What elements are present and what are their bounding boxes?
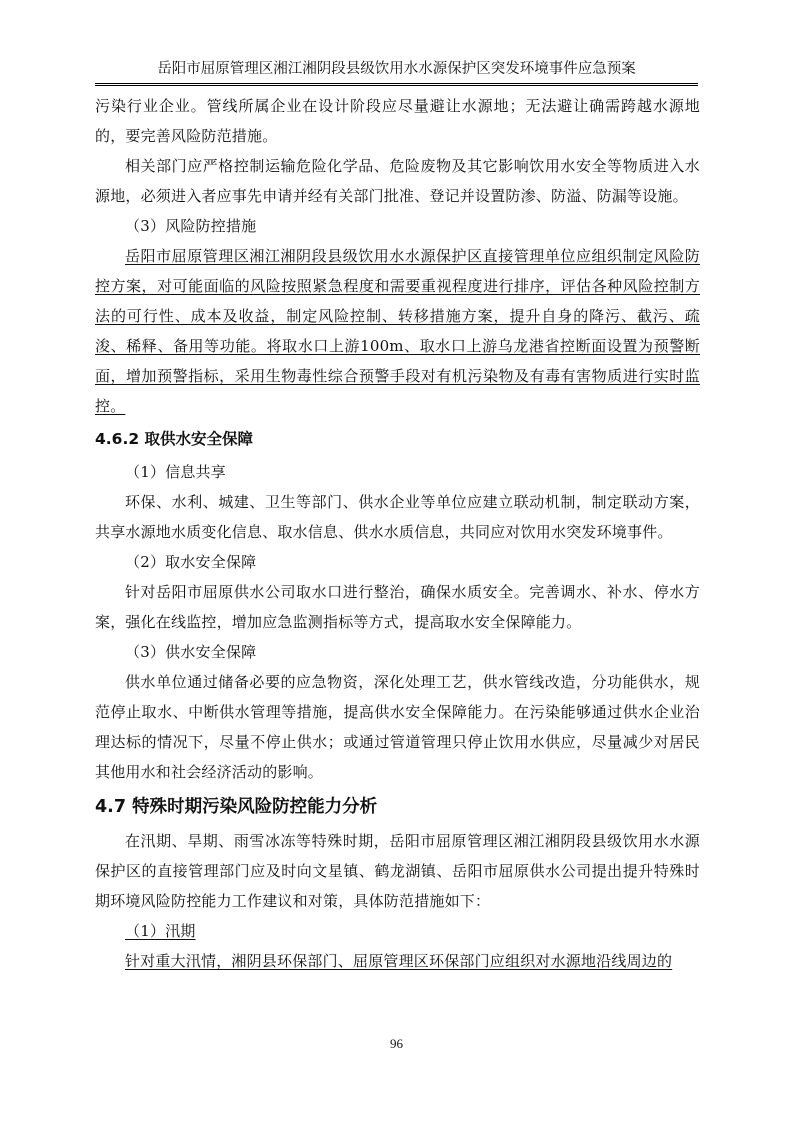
paragraph-special-periods: 在汛期、旱期、雨雪冰冻等特殊时期，岳阳市屈原管理区湘江湘阴段县级饮用水水源保护区的直接管理部门应及时向文星镇、鹤龙湖镇、岳阳市屈原供水公司提出提升特殊时期环境风险防控能力工作建议和对策，具体防范措施如下： [95, 832, 700, 910]
paragraph-hazardous-transport: 相关部门应严格控制运输危险化学品、危险废物及其它影响饮用水安全等物质进入水源地，必须进入者应事先申请并经有关部门批准、登记并设置防渗、防溢、防漏等设施。 [95, 157, 700, 205]
page-header-title: 岳阳市屈原管理区湘江湘阴段县级饮用水水源保护区突发环境事件应急预案 [157, 61, 636, 77]
paragraph-pipeline-risk: 污染行业企业。管线所属企业在设计阶段应尽量避让水源地；无法避让确需跨越水源地的，要完善风险防范措施。 [95, 97, 700, 145]
subsection-label-info-sharing: （1）信息共享 [125, 463, 226, 481]
paragraph-intake-safety: 针对岳阳市屈原供水公司取水口进行整治，确保水质安全。完善调水、补水、停水方案，强化在线监控，增加应急监测指标等方式，提高取水安全保障能力。 [95, 583, 700, 631]
subsection-label-flood-season: （1）汛期 [125, 922, 196, 940]
section-heading-4-7: 4.7 特殊时期污染风险防控能力分析 [95, 797, 378, 817]
paragraph-supply-safety: 供水单位通过储备必要的应急物资，深化处理工艺，供水管线改造，分功能供水，规范停止取水、中断供水管理等措施，提高供水安全保障能力。在污染能够通过供水企业治理达标的情况下，尽量不停止供水；或通过管道管理只停止饮用水供应，尽量减少对居民其他用水和社会经济活动的影响。 [95, 673, 700, 781]
subsection-label-intake-safety: （2）取水安全保障 [125, 553, 257, 571]
subsection-label-risk-control: （3）风险防控措施 [125, 217, 257, 235]
document-body [95, 91, 700, 976]
subsection-label-supply-safety: （3）供水安全保障 [125, 643, 257, 661]
paragraph-flood-season: 针对重大汛情，湘阴县环保部门、屈原管理区环保部门应组织对水源地沿线周边的 [125, 952, 673, 970]
header-rule [95, 83, 698, 86]
paragraph-info-sharing: 环保、水利、城建、卫生等部门、供水企业等单位应建立联动机制，制定联动方案，共享水源地水质变化信息、取水信息、供水水质信息，共同应对饮用水突发环境事件。 [95, 493, 700, 541]
page-number: 96 [390, 1036, 403, 1051]
paragraph-risk-control-measures: 岳阳市屈原管理区湘江湘阴段县级饮用水水源保护区直接管理单位应组织制定风险防控方案，对可能面临的风险按照紧急程度和需要重视程度进行排序，评估各种风险控制方法的可行性、成本及收益，制定风险控制、转移措施方案，提升自身的降污、截污、疏浚、稀释、备用等功能。将取水口上游100m、取水口上游乌龙港省控断面设置为预警断面，增加预警指标，采用生物毒性综合预警手段对有机污染物及有毒有害物质进行实时监控。 [95, 247, 700, 415]
section-heading-4-6-2: 4.6.2 取供水安全保障 [95, 430, 254, 448]
